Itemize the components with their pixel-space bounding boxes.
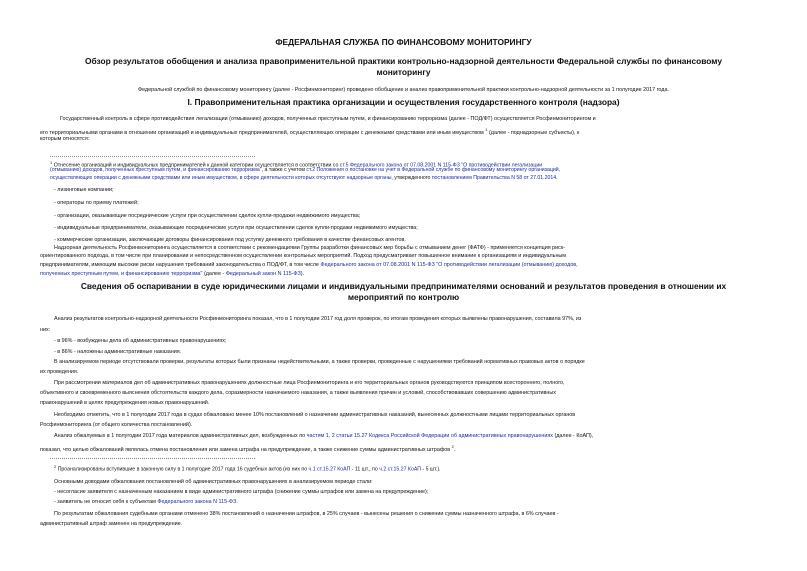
p9-line1: По результатам обжалования судебными органами отменено 38% постановлений о назначении штрафов, в 25% случаев - вынесены решения о снижении суммы назначенного штрафа, в 6% случаев - [54,511,559,517]
p2-line2: ориентированного подхода, в том числе при планировании и непосредственном осуществлении контрольных мероприятий. Подход предусматривает повышенное внимание к организациям и индивидуальным [40,253,567,259]
p2-line3: предпринимателям, имеющим высокие риски нарушения требований законодательства о ПОД/ФТ, в том числе Федерального закона от 07.08.2001 N 115-ФЗ "О противодействии легализации (отмыванию) доходов, [40,262,578,268]
law-115fz-short-link[interactable]: Федеральный закон N 115-ФЗ [225,271,301,277]
regulation-link-cont[interactable]: осуществляющих операции с денежными средствами или иным имуществом, в сфере деятельности которых отсутствуют надзорные органы [50,175,392,181]
p5-line3: правонарушений в целях предупреждения новых правонарушений. [40,400,210,406]
footnote-ref-1[interactable]: 1 [485,127,488,132]
p4-line2: их проведения. [40,369,79,375]
p5-line2: объективного и своевременного выяснения обстоятельств каждого дела, соразмерности назначаемого наказания, а также выявления причин и условий, способствовавших совершению административных [40,390,556,396]
footnote1-line1: $^1$ Отнесение организаций и индивидуальных предпринимателей к данной категории осуществляется в соответствии со ст.5 Федерального закона от 07.08.2001 N 115-ФЗ "О противодействии легализации [50,160,543,169]
law-115fz-short-link-2[interactable]: Федерального закона N 115-ФЗ [157,499,237,505]
footnote-divider-2 [50,458,255,459]
p6-line1: Необходимо отметить, что в 1 полугодии 2017 года в судах обжаловано менее 10% постановлений о назначении административных наказаний, вынесенных должностными лицами территориальных органов [54,412,576,418]
list2-item: - в 86% - наложены административные наказания. [54,349,182,355]
p1-line3: которым относятся: [40,136,90,142]
section1-title: I. Правоприменительная практика организации и осуществления государственного контроля (надзора) [187,97,620,107]
list1-item: - индивидуальные предприниматели, оказывающие посреднические услуги при осуществлении сделок купли-продажи недвижимого имущества; [54,225,418,231]
section2-title-line2: мероприятий по контролю [347,292,460,302]
koap-part2-link[interactable]: ч.2 ст.15.27 КоАП [379,466,421,473]
footnote2: $^2$ Проанализированы вступившие в законную силу в 1 полугодие 2017 года 16 судебных актов (из них по ч.1 ст.15.27 КоАП - 11 шт., по ч.2 ст.15.27 КоАП - 5 шт.). [54,464,441,473]
footnote-divider [50,156,255,157]
p7-line2: показал, что целью обжалований являлась отмена постановления или замена штрафа на предупреждение, а также снижение суммы административных штрафов $^2$. [40,444,456,453]
law-115fz-link-2[interactable]: Федерального закона от 07.08.2001 N 115-ФЗ "О противодействии легализации (отмыванию) доходов, [320,262,578,268]
list1-item: - операторы по приему платежей; [54,200,139,206]
p2-line4: полученных преступным путем, и финансированию терроризма" (далее - Федеральный закон N 115-ФЗ). [40,271,305,277]
footnote1-line3: осуществляющих операции с денежными средствами или иным имуществом, в сфере деятельности которых отсутствуют надзорные органы, утвержденного постановлением Правительства N 58 от 27.01.2014. [50,175,558,181]
p4-line1: В анализируемом периоде отсутствовали проверки, результаты которых были признаны недействительными, а также проверки, проведенные с нарушениями требований нормативных правовых актов о порядке [54,359,585,365]
p3-line1: Анализ результатов контрольно-надзорной деятельности Росфинмониторинга показал, что в 1 полугодии 2017 год доля проверок, по итогам проведения которых выявлены правонарушения, составила 97%, из [54,316,582,322]
p1-line1: Государственный контроль в сфере противодействия легализации (отмыванию) доходов, полученных преступным путем, и финансированию терроризма (далее - ПОД/ФТ) осуществляется Росфинмониторингом и [60,116,596,122]
list1-item: - организации, оказывающие посреднические услуги при осуществлении сделок купли-продажи недвижимого имущества; [54,213,361,219]
p5-line1: При рассмотрении материалов дел об административных правонарушениях должностные лица Росфинмониторинга и его территориальных органов руководствуются принципом всестороннего, полного, [54,380,565,386]
law-115fz-link-cont[interactable]: (отмыванию) доходов, полученных преступным путем, и финансированию терроризма" [50,167,262,173]
p8: Основными доводами обжалования постановлений об административных правонарушениях в анализируемом периоде стали: [54,479,373,485]
list3-item: - заявитель не относит себя к субъектам Федерального закона N 115-ФЗ. [54,499,238,505]
footnote-ref-2[interactable]: 2 [451,444,454,449]
footnote1-line2: (отмыванию) доходов, полученных преступным путем, и финансированию терроризма", а также с учетом ст.2 Положения о постановке на учет в Федеральной службе по финансовому мониторингу организаций, [50,167,561,173]
review-title-line1: Обзор результатов обобщения и анализа правоприменительной практики контрольно-надзорной деятельности Федеральной службы по финансовому [84,56,723,66]
p3-line2: них: [40,327,51,333]
p6-line2: Росфинмониторинга (от общего количества постановлений). [40,422,193,428]
list1-item: - коммерческие организации, заключающие договоры финансирования под уступку денежного требования в качестве финансовых агентов. [54,237,406,243]
section2-title-line1: Сведения об оспаривании в суде юридическими лицами и индивидуальными предпринимателями оснований и результатов проведения в отношении их [80,281,727,291]
law-115fz-link[interactable]: ст.5 Федерального закона от 07.08.2001 N 115-ФЗ "О противодействии легализации [339,162,543,169]
p1-line2: его территориальными органами в отношении организаций и индивидуальных предпринимателей, осуществляющих операции с денежными средствами или иным имуществом $^1$ (далее - поднадзорные субъекты), к [40,127,580,136]
p2-line1: Надзорная деятельность Росфинмониторинга осуществляется в соответствии с рекомендациями Группы разработки финансовых мер борьбы с отмыванием денег (ФАТФ) - применяется концепция риск- [54,245,566,251]
p7-line1: Анализ обжалуемых в 1 полугодии 2017 года материалов административных дел, возбужденных по частям 1, 2 статьи 15.27 Кодекса Российской Федерации об административных правонарушениях (далее - КоАП), [54,433,594,439]
agency-title: ФЕДЕРАЛЬНАЯ СЛУЖБА ПО ФИНАНСОВОМУ МОНИТОРИНГУ [275,37,532,47]
review-title-line2: мониторингу [376,67,431,77]
list1-item: - лизинговые компании; [54,187,114,193]
government-decree-link[interactable]: постановлением Правительства N 58 от 27.01.2014 [431,175,557,181]
p9-line2: административный штраф заменен на предупреждение. [40,521,183,527]
koap-part1-link[interactable]: ч.1 ст.15.27 КоАП [308,466,351,473]
intro-paragraph: Федеральной службой по финансовому мониторингу (далее - Росфинмониторинг) проведено обобщение и анализ правоприменительной практики контрольно-надзорной деятельности за 1 полугодие 2017 года. [138,87,669,93]
list3-item: - несогласие заявителя с назначенным наказанием в виде административного штрафа (снижение суммы штрафов или замена на предупреждение); [54,489,429,495]
law-115fz-link-2-cont[interactable]: полученных преступным путем, и финансированию терроризма" [40,271,203,277]
koap-article-link[interactable]: частям 1, 2 статьи 15.27 Кодекса Российской Федерации об административных правонарушениях [306,433,553,439]
list2-item: - в 96% - возбуждены дела об административных правонарушениях; [54,338,227,344]
regulation-link[interactable]: ст.2 Положения о постановке на учет в Федеральной службе по финансовому мониторингу организаций, [306,167,561,173]
